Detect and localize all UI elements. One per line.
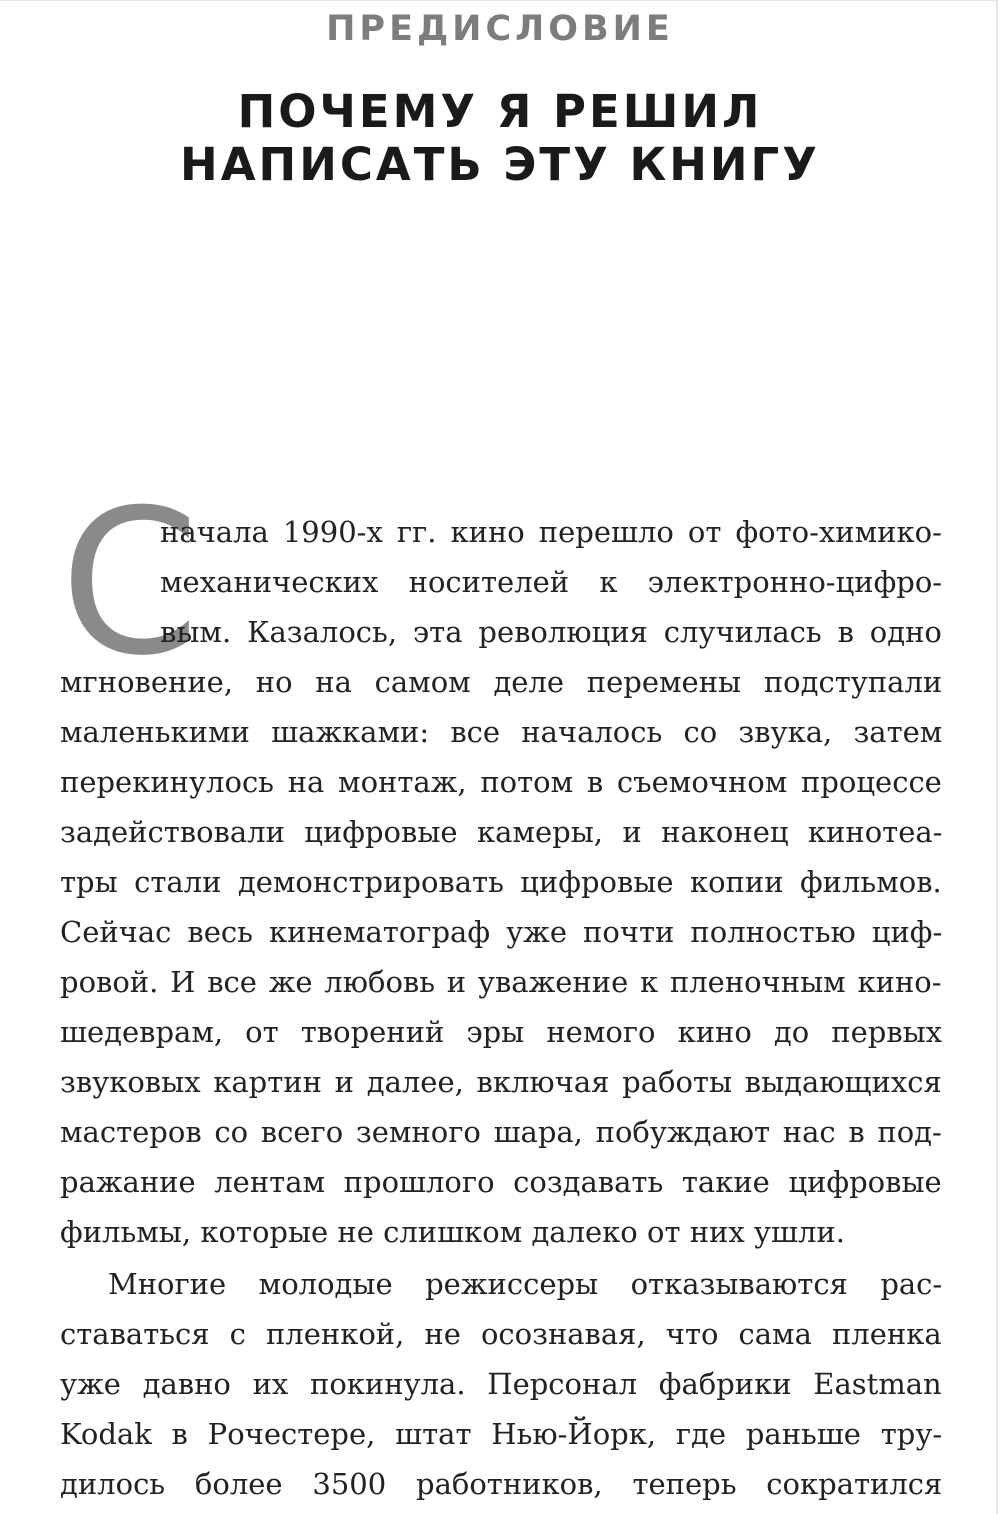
text-line: мастеров со всего земного шара, побуждают нас в под- (60, 1115, 942, 1149)
text-line: перекинулось на монтаж, потом в съемочном процессе (60, 765, 942, 799)
text-line: Многие молодые режиссеры отказываются рас- (108, 1267, 942, 1301)
text-line: ровой. И все же любовь и уважение к пленочным кино- (60, 965, 942, 999)
chapter-title-line-2: НАПИСАТЬ ЭТУ КНИГУ (180, 138, 820, 191)
text-line: фильмы, которые не слишком далеко от них ушли. (60, 1215, 845, 1249)
text-line: Сейчас весь кинематограф уже почти полностью циф- (60, 915, 942, 949)
chapter-title-line-1: ПОЧЕМУ Я РЕШИЛ (237, 85, 763, 138)
text-line: тры стали демонстрировать цифровые копии фильмов. (60, 865, 942, 899)
text-line: шедеврам, от творений эры немого кино до первых (60, 1015, 942, 1049)
text-line: мгновение, но на самом деле перемены подступали (60, 665, 942, 699)
text-line: дилось более 3500 работников, теперь сократился (60, 1467, 942, 1501)
text-line: вым. Казалось, эта революция случилась в одно (160, 615, 942, 649)
text-line: задействовали цифровые камеры, и наконец кинотеа- (60, 815, 942, 849)
chapter-title (0, 85, 1000, 191)
text-line: уже давно их покинула. Персонал фабрики Eastman (60, 1367, 942, 1401)
text-line: маленькими шажками: все началось со звука, затем (60, 715, 942, 749)
text-line: Kodak в Рочестере, штат Нью-Йорк, где раньше тру- (60, 1417, 942, 1451)
text-line: ставаться с пленкой, не осознавая, что сама пленка (60, 1317, 942, 1351)
drop-cap: С (60, 467, 200, 700)
text-line: звуковых картин и далее, включая работы выдающихся (60, 1065, 942, 1099)
text-line: начала 1990-х гг. кино перешло от фото-химико- (160, 515, 942, 549)
text-line: ражание лентам прошлого создавать такие цифровые (60, 1165, 942, 1199)
section-label: ПРЕДИСЛОВИЕ (326, 9, 674, 49)
text-line: механических носителей к электронно-цифро- (160, 565, 942, 599)
